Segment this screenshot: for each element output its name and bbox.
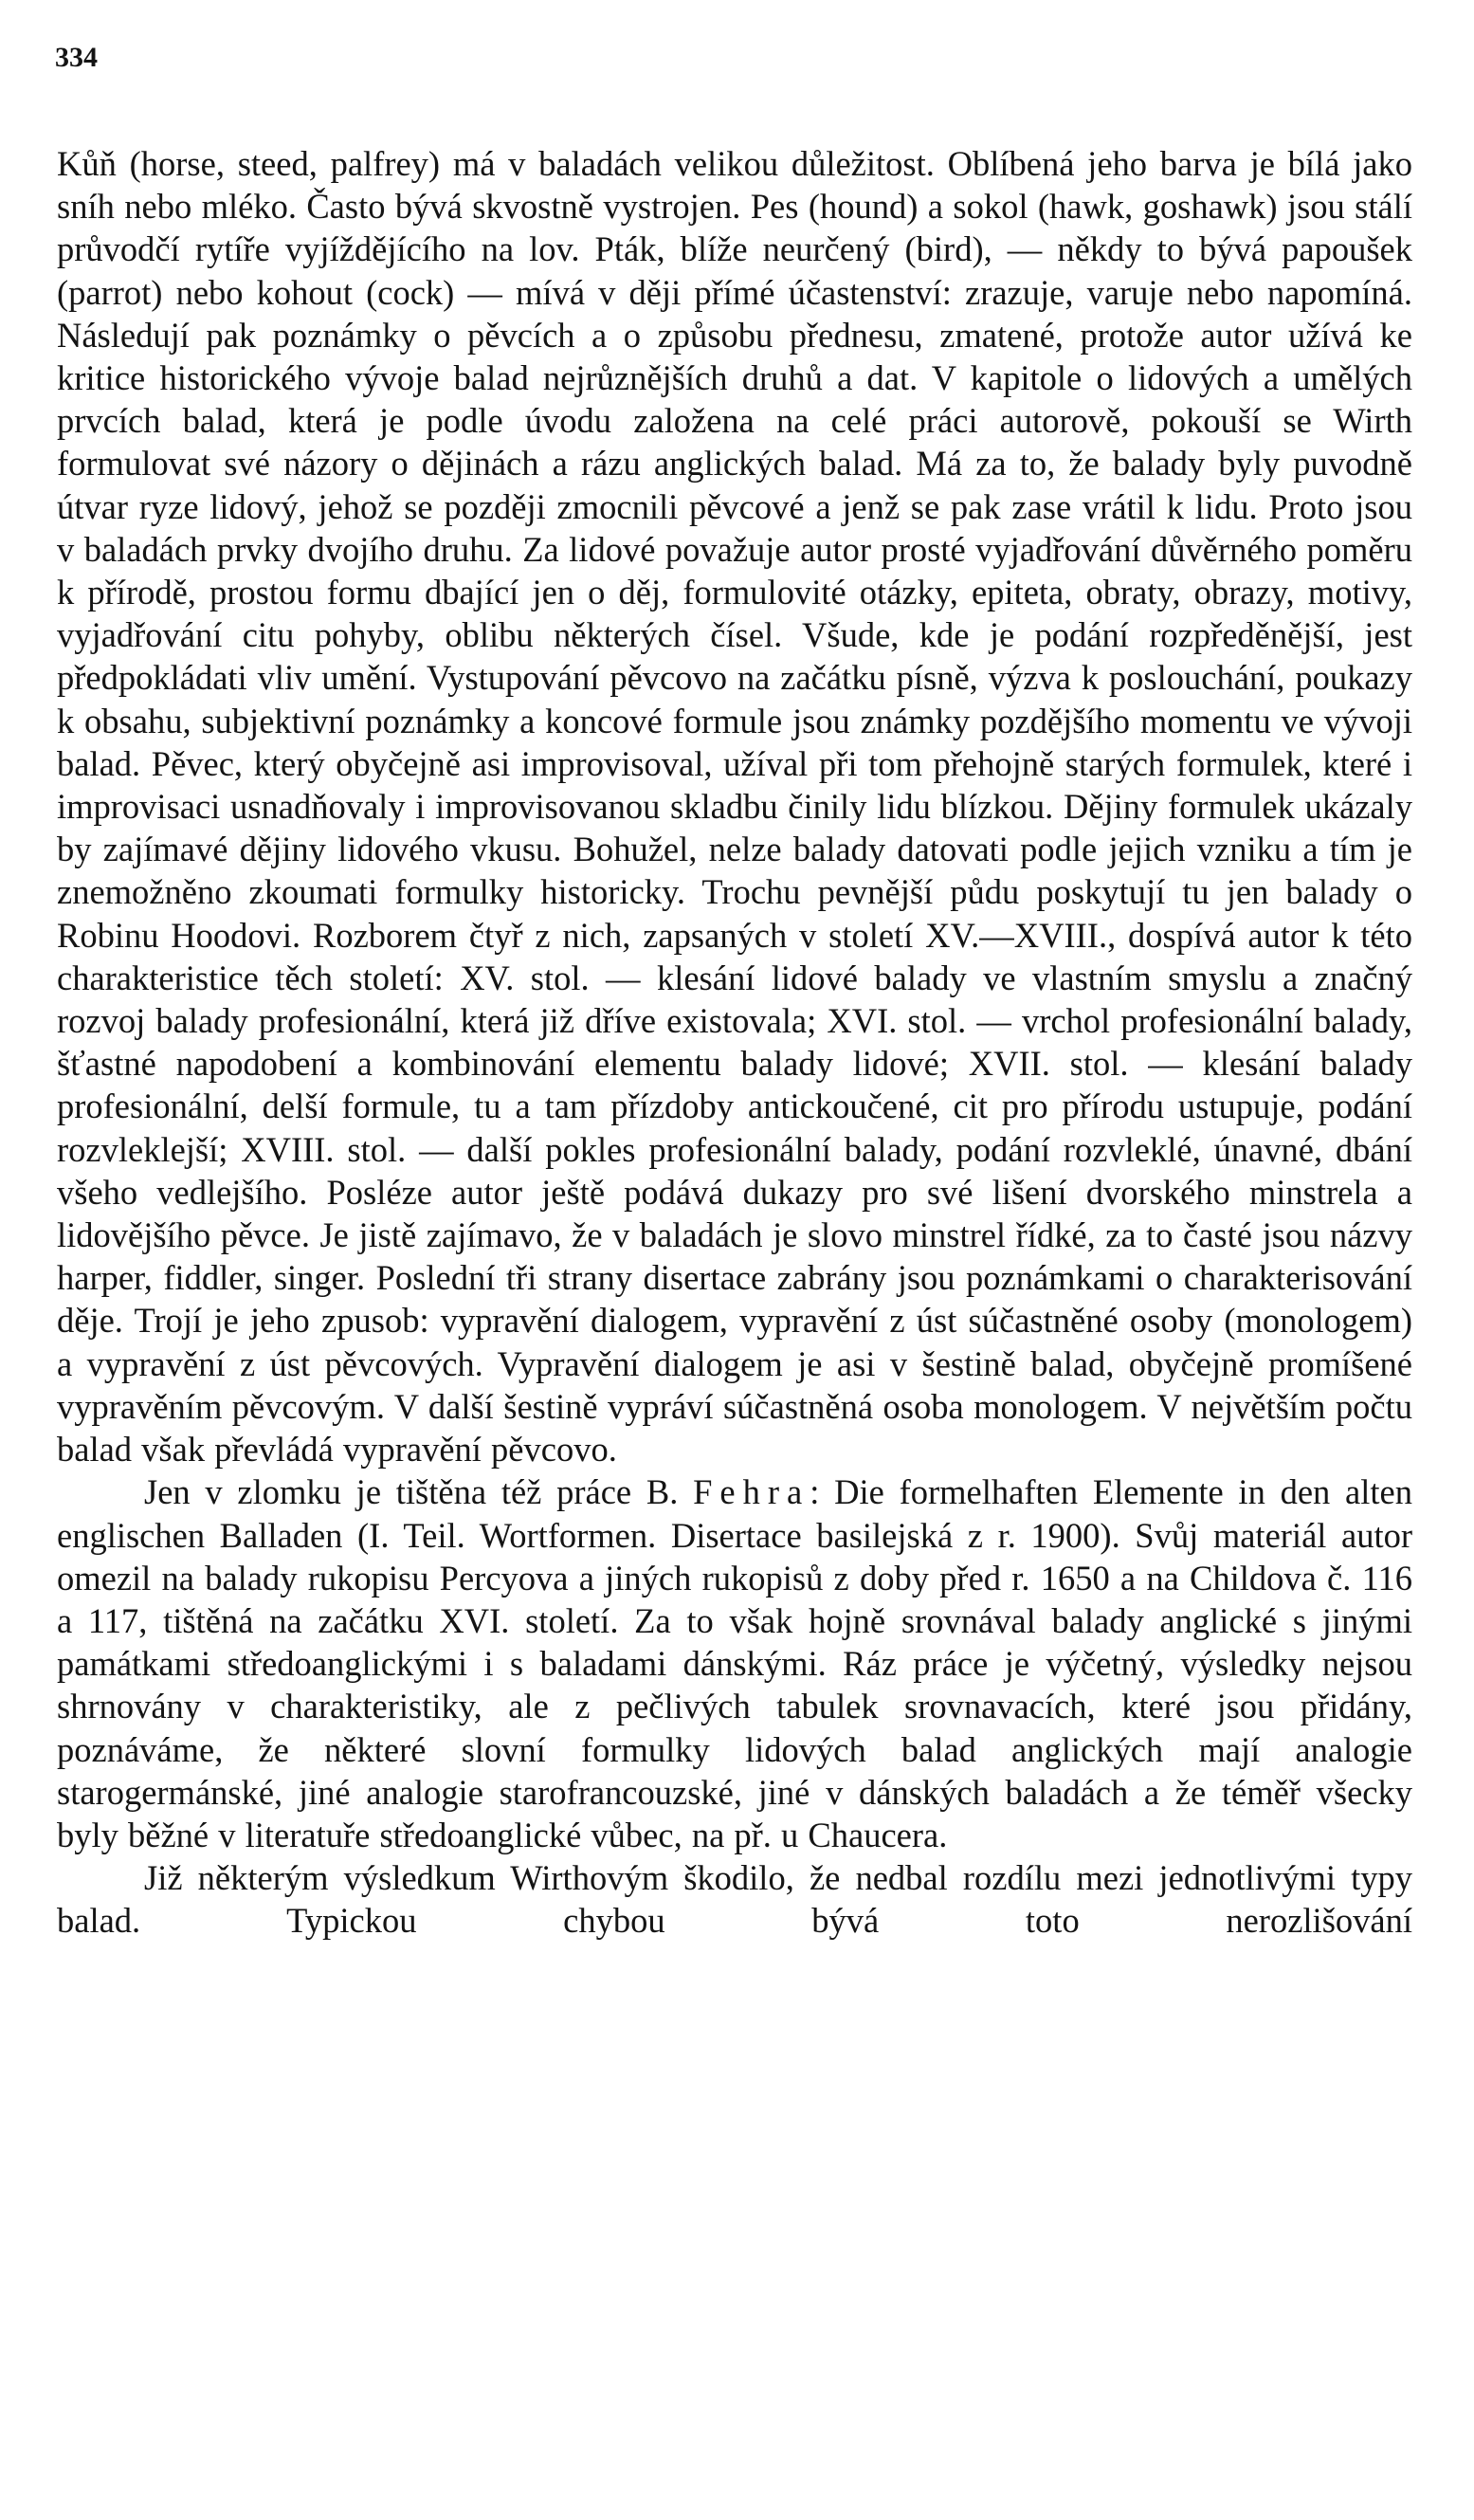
page-number: 334 — [55, 42, 98, 73]
paragraph-1: Kůň (horse, steed, palfrey) má v baladách velikou důležitost. Oblíbená jeho barva je bílá jako sníh nebo mléko. Často bývá skvostně vystrojen. Pes (hound) a sokol (hawk, goshawk) jsou stálí průvodčí rytíře vyjíždějícího na lov. Pták, blíže neurčený (bird), — někdy to bývá papoušek (parrot) nebo kohout (cock) — mívá v ději přímé účastenství: zrazuje, varuje nebo napomíná. Následují pak poznámky o pěvcích a o způsobu přednesu, zmatené, protože autor užívá ke kritice historického vývoje balad nejrůznějších druhů a dat. V kapitole o lidových a umělých prvcích balad, která je podle úvodu založena na celé práci autorově, pokouší se Wirth formulovat své názory o dějinách a rázu anglických balad. Má za to, že balady byly puvodně útvar ryze lidový, jehož se později zmocnili pěvcové a jenž se pak zase vrátil k lidu. Proto jsou v baladách prvky dvojího druhu. Za lidové považuje autor prosté vyjadřování důvěrného poměru k přírodě, prostou formu dbající jen o děj, formulovité otázky, epiteta, obraty, obrazy, motivy, vyjadřování citu pohyby, oblibu některých čísel. Všude, kde je podání rozpředěnější, jest předpokládati vliv umění. Vystupování pěvcovo na začátku písně, výzva k poslouchání, poukazy k obsahu, subjektivní poznámky a koncové formule jsou známky pozdějšího momentu ve vývoji balad. Pěvec, který obyčejně asi improvisoval, užíval při tom přehojně starých formulek, které i improvisaci usnadňovaly i improvisovanou skladbu činily lidu blízkou. Dějiny formulek ukázaly by zajímavé dějiny lidového vkusu. Bohužel, nelze balady datovati podle jejich vzniku a tím je znemožněno zkoumati formulky historicky. Trochu pevnější půdu poskytují tu jen balady o Robinu Hoodovi. Rozborem čtyř z nich, zapsaných v století XV.—XVIII., dospívá autor k této charakteristice těch století: XV. stol. — klesání lidové balady ve vlastním smyslu a značný rozvoj balady profesionální, která již dříve existovala; XVI. stol. — vrchol profesionální balady, šťastné napodobení a kombinování elementu balady lidové; XVII. stol. — klesání balady profesionální, delší formule, tu a tam přízdoby antickoučené, cit pro přírodu ustupuje, podání rozvleklejší; XVIII. stol. — další pokles profesionální balady, podání rozvleklé, únavné, dbání všeho vedlejšího. Posléze autor ještě podává dukazy pro své lišení dvorského minstrela a lidovějšího pěvce. Je jistě zajímavo, že v baladách je slovo minstrel řídké, za to časté jsou názvy harper, fiddler, singer. Poslední tři strany disertace zabrány jsou poznámkami o charakterisování děje. Trojí je jeho zpusob: vypravění dialogem, vypravění z úst súčastněné osoby (monologem) a vypravění z úst pěvcových. Vypravění dialogem je asi v šestině balad, obyčejně promíšené vypravěním pěvcovým. V další šestině vypráví súčastněná osoba monologem. V největším počtu balad však převládá vypravění pěvcovo. — [57, 144, 1412, 1470]
paragraph-2-text: Jen v zlomku je tištěna též práce B. Fehra: Die formelhaften Elemente in den alten englischen Balladen (I. Teil. Wortformen. Disertace basilejská z r. 1900). Svůj materiál autor omezil na balady rukopisu Percyova a jiných rukopisů z doby před r. 1650 a na Childova č. 116 a 117, tištěná na začátku XVI. století. Za to však hojně srovnával balady anglické s jinými památkami středoanglickými i s baladami dánskými. Ráz práce je výčetný, výsledky nejsou shrnovány v charakteristiky, ale z pečlivých tabulek srovnavacích, které jsou přidány, poznáváme, že některé slovní formulky lidových balad anglických mají analogie starogermánské, jiné analogie starofrancouzské, jiné v dánských baladách a že téměř všecky byly běžné v literatuře středoanglické vůbec, na př. u Chaucera. — [57, 1472, 1412, 1854]
body-text — [57, 142, 1412, 1943]
paragraph-3: Již některým výsledkum Wirthovým škodilo, že nedbal rozdílu mezi jednotlivými typy balad. Typickou chybou bývá toto nerozlišování — [57, 1858, 1412, 1941]
author-name-spaced: Fehra — [693, 1472, 810, 1512]
paragraph-2 — [57, 1470, 1412, 1856]
